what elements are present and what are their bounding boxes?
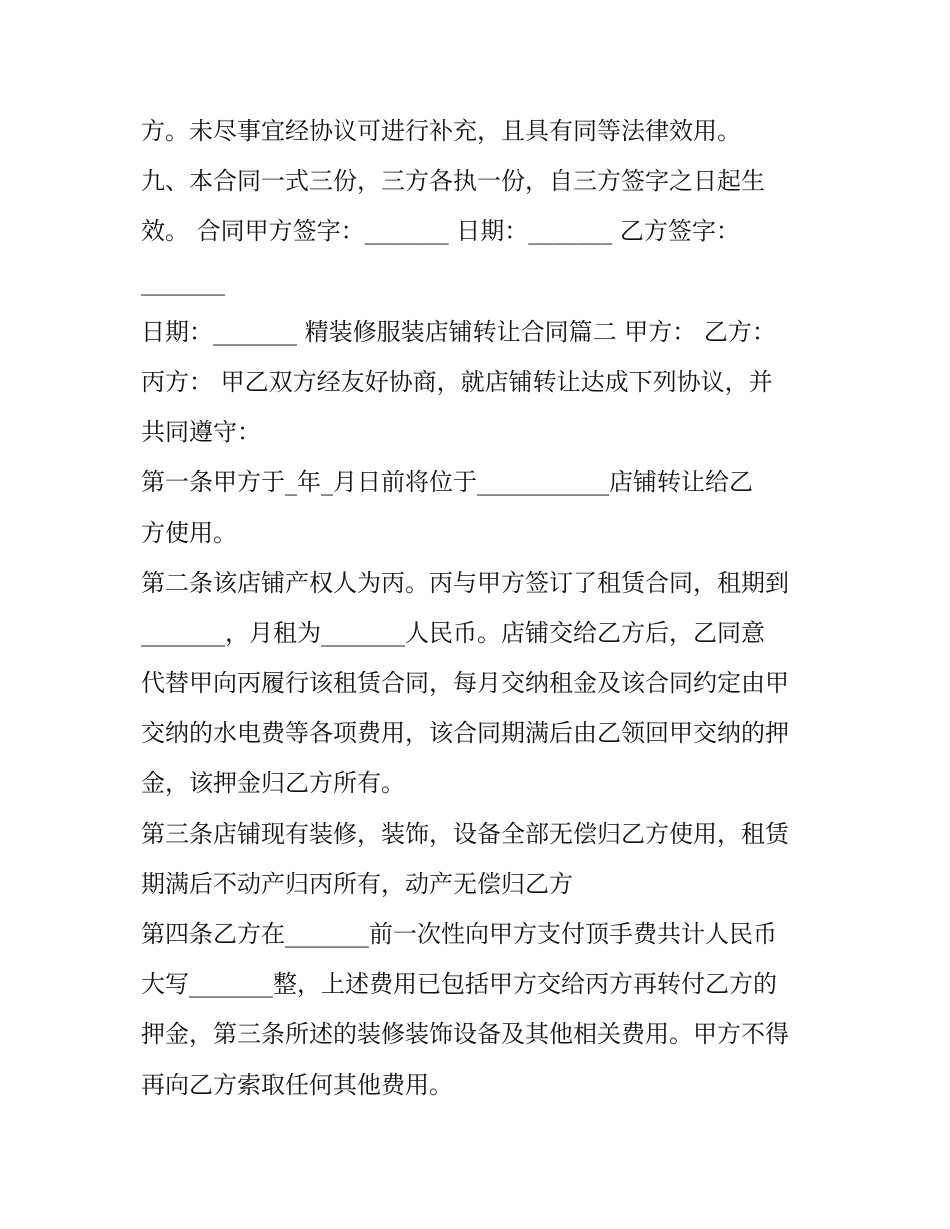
text-line: 第二条该店铺产权人为丙。丙与甲方签订了租赁合同，租期到 [141,568,789,597]
text-line: 再向乙方索取任何其他费用。 [141,1070,453,1099]
text-line: 共同遵守： [141,418,261,447]
text-line: 方使用。 [141,518,237,547]
text-line: 金，该押金归乙方所有。 [141,769,405,798]
text-line: 第一条甲方于_年_月日前将位于___________店铺转让给乙 [141,468,753,497]
text-line: _______，月租为_______人民币。店铺交给乙方后，乙同意 [141,618,765,647]
text-line: 第三条店铺现有装修，装饰，设备全部无偿归乙方使用，租赁 [141,819,789,848]
text-line: 效。 合同甲方签字：_______ 日期：_______ 乙方签字： [141,217,740,246]
text-line: 第四条乙方在_______前一次性向甲方支付顶手费共计人民币 [141,920,777,948]
text-line: 丙方： 甲乙双方经友好协商，就店铺转让达成下列协议，并 [141,367,773,396]
text-line: 交纳的水电费等各项费用，该合同期满后由乙领回甲交纳的押 [141,719,789,748]
text-line: 大写_______整，上述费用已包括甲方交给丙方再转付乙方的 [141,970,777,999]
text-line: 九、本合同一式三份，三方各执一份，自三方签字之日起生 [141,167,765,196]
text-line: _______ [141,267,225,296]
contract-text-body [141,106,821,1110]
text-line: 期满后不动产归丙所有，动产无偿归乙方 [141,869,573,898]
text-line: 方。未尽事宜经协议可进行补充，且具有同等法律效用。 [141,117,741,145]
text-line: 日期：_______ 精装修服装店铺转让合同篇二 甲方： 乙方： [141,317,776,346]
text-line: 押金，第三条所述的装修装饰设备及其他相关费用。甲方不得 [141,1020,789,1049]
text-line: 代替甲向丙履行该租赁合同，每月交纳租金及该合同约定由甲 [141,669,789,698]
